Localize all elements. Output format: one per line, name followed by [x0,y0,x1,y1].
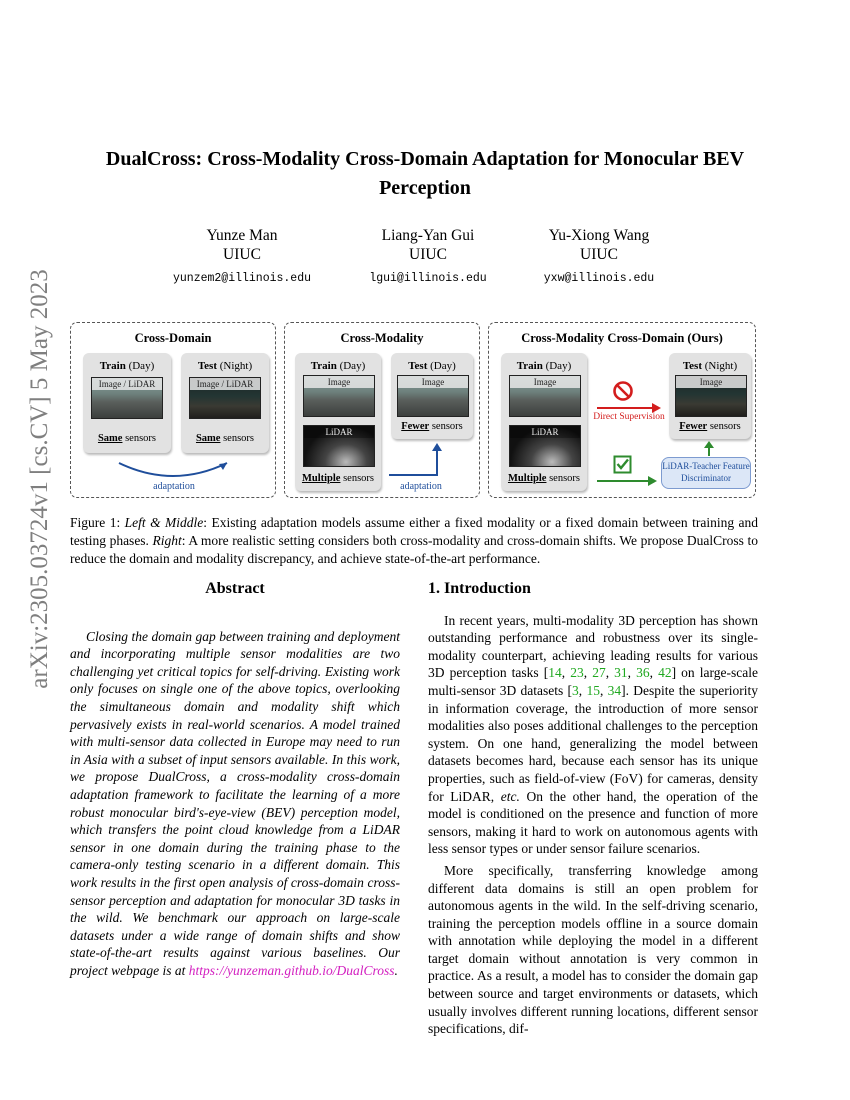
figure-caption: Figure 1: Left & Middle: Existing adaptation models assume either a fixed modality or a fixed domain between training and testing phases. Right: A more realistic setting considers both cross-modality and cross-domain shifts. We propose DualCross to reduce the domain and modality discrepancy, and achieve state-of-the-art performance. [70,515,759,566]
image-label: Image / LiDAR [92,378,162,390]
author-email[interactable]: yxw@illinois.edu [543,272,655,285]
card-header: Test (Night) [682,360,738,372]
image-label: Image [304,376,374,388]
card-header: Test (Day) [408,360,456,372]
citation[interactable]: 14 [548,665,562,681]
test-card [181,353,269,453]
citation[interactable]: 15 [586,682,600,698]
sensor-label: Multiple sensors [301,473,375,484]
caption-left-middle: Left & Middle [124,515,204,530]
camera-image [509,375,581,417]
sensor-label: Same sensors [97,433,157,444]
panel-ours [488,322,756,498]
camera-image [91,377,163,419]
author-1 [142,226,342,285]
citation[interactable]: 36 [636,665,650,681]
adaptation-arrow [385,441,445,481]
adaptation-label: adaptation [400,481,442,492]
intro-heading: 1. Introduction [428,580,531,597]
caption-right: Right [152,533,182,548]
camera-image [303,375,375,417]
arxiv-identifier: arXiv:2305.03724v1 [cs.CV] 5 May 2023 [26,269,53,689]
introduction-column [428,580,758,1042]
abstract-body: Closing the domain gap between training and deployment and incorporating multiple sensor modalities are two challenging yet critical topics for self-driving. Existing work only focuses on single one of the above topics, overlooking the simultaneous domain and modality shift which pervasively exists in real-world scenarios. A model trained with multi-sensor data collected in Europe may need to run in Asia with a subset of input sensors available. In this work, we propose DualCross, a cross-modality cross-domain adaptation framework to facilitate the learning of a more robust monocular bird's-eye-view (BEV) perception model, which transfers the point cloud knowledge from a LiDAR sensor in one domain during the training phase to the camera-only testing scenario in a different domain. This work results in the first open analysis of cross-domain cross-sensor perception and adaptation for monocular 3D tasks in the wild. We benchmark our approach on large-scale datasets under a wide range of domain shifts and show state-of-the-art results against various baselines. Our project webpage is at https://yunzeman.github.io/DualCross. [70,628,400,978]
author-email[interactable]: yunzem2@illinois.edu [172,272,312,285]
author-affiliation: UIUC [580,246,618,263]
panel-cross-modality [284,322,480,498]
citation[interactable]: 34 [607,682,622,698]
adaptation-arrow [111,455,241,483]
author-affiliation: UIUC [223,246,261,263]
project-link[interactable]: https://yunzeman.github.io/DualCross [188,962,395,978]
sensor-label: Multiple sensors [507,473,581,484]
sensor-label: Fewer sensors [679,421,741,432]
train-card [501,353,587,491]
feature-arrow [595,475,659,487]
camera-image [189,377,261,419]
panel-title: Cross-Modality Cross-Domain (Ours) [521,331,723,345]
citation[interactable]: 31 [614,665,628,681]
citation[interactable]: 27 [592,665,606,681]
image-label: Image [510,376,580,388]
author-3 [499,226,699,285]
adaptation-label: adaptation [153,481,195,492]
lidar-teacher-discriminator: LiDAR-Teacher Feature Discriminator [661,457,751,489]
test-card [669,353,751,439]
author-2 [328,226,528,285]
citation[interactable]: 3 [572,682,579,698]
sensor-label: Fewer sensors [401,421,463,432]
up-arrow [703,441,715,457]
author-affiliation: UIUC [409,246,447,263]
panel-cross-domain [70,322,276,498]
author-name: Yunze Man [206,227,278,244]
card-header: Train (Day) [99,360,155,372]
camera-image [397,375,469,417]
panel-title: Cross-Domain [134,331,212,345]
caption-label: Figure 1: [70,515,121,530]
direct-supervision-label: Direct Supervision [593,412,665,422]
prohibited-icon [611,379,635,403]
card-header: Train (Day) [310,360,366,372]
train-card [83,353,171,453]
image-label: Image [676,376,746,388]
test-card [391,353,473,439]
citation[interactable]: 23 [570,665,584,681]
paper-title: DualCross: Cross-Modality Cross-Domain Adaptation for Monocular BEV Perception [105,148,745,199]
card-header: Train (Day) [516,360,572,372]
author-email[interactable]: lgui@illinois.edu [369,272,487,285]
train-card [295,353,381,491]
citation[interactable]: 42 [658,665,672,681]
lidar-image [303,425,375,467]
image-label: Image [398,376,468,388]
image-label: LiDAR [510,426,580,438]
intro-paragraph-2: More specifically, transferring knowledge among different data domains is still an open problem for autonomous agents in the wild. In the self-driving scenario, training the perception models offline in a source domain with annotation while deploying the model in a different target domain without annotation is very common in practice. As a result, a model has to consider the domain gap between source and target environments or datasets, which usually involves different running locations, different sensor specifications, dif- [428,862,758,1037]
camera-image [675,375,747,417]
figure-1 [70,322,756,500]
author-name: Yu-Xiong Wang [548,227,650,244]
panel-title: Cross-Modality [340,331,424,345]
lidar-image [509,425,581,467]
card-header: Test (Night) [197,360,253,372]
image-label: Image / LiDAR [190,378,260,390]
sensor-label: Same sensors [195,433,255,444]
intro-paragraph-1: In recent years, multi-modality 3D perception has shown outstanding performance and robustness over its single-modality counterpart, achieving leading results for various 3D perception tasks [14, 23, 27, 31, 36, 42] on large-scale multi-sensor 3D datasets [3, 15, 34]. Despite the superiority in information coverage, the introduction of more sensor modalities also poses additional challenges to the perception system. On one hand, generalizing the model between datasets becomes hard, because each sensor has its unique properties, such as field-of-view (FoV) for cameras, density for LiDAR, etc. On the other hand, the operation of the model is conditioned on the presence and function of more sensors, making it hard to work on autonomous agents with less sensor types or under sensor failure scenarios. [428,612,759,857]
abstract-column [70,580,400,979]
checkmark-icon [613,455,633,475]
image-label: LiDAR [304,426,374,438]
abstract-heading: Abstract [205,580,265,597]
author-name: Liang-Yan Gui [381,227,475,244]
